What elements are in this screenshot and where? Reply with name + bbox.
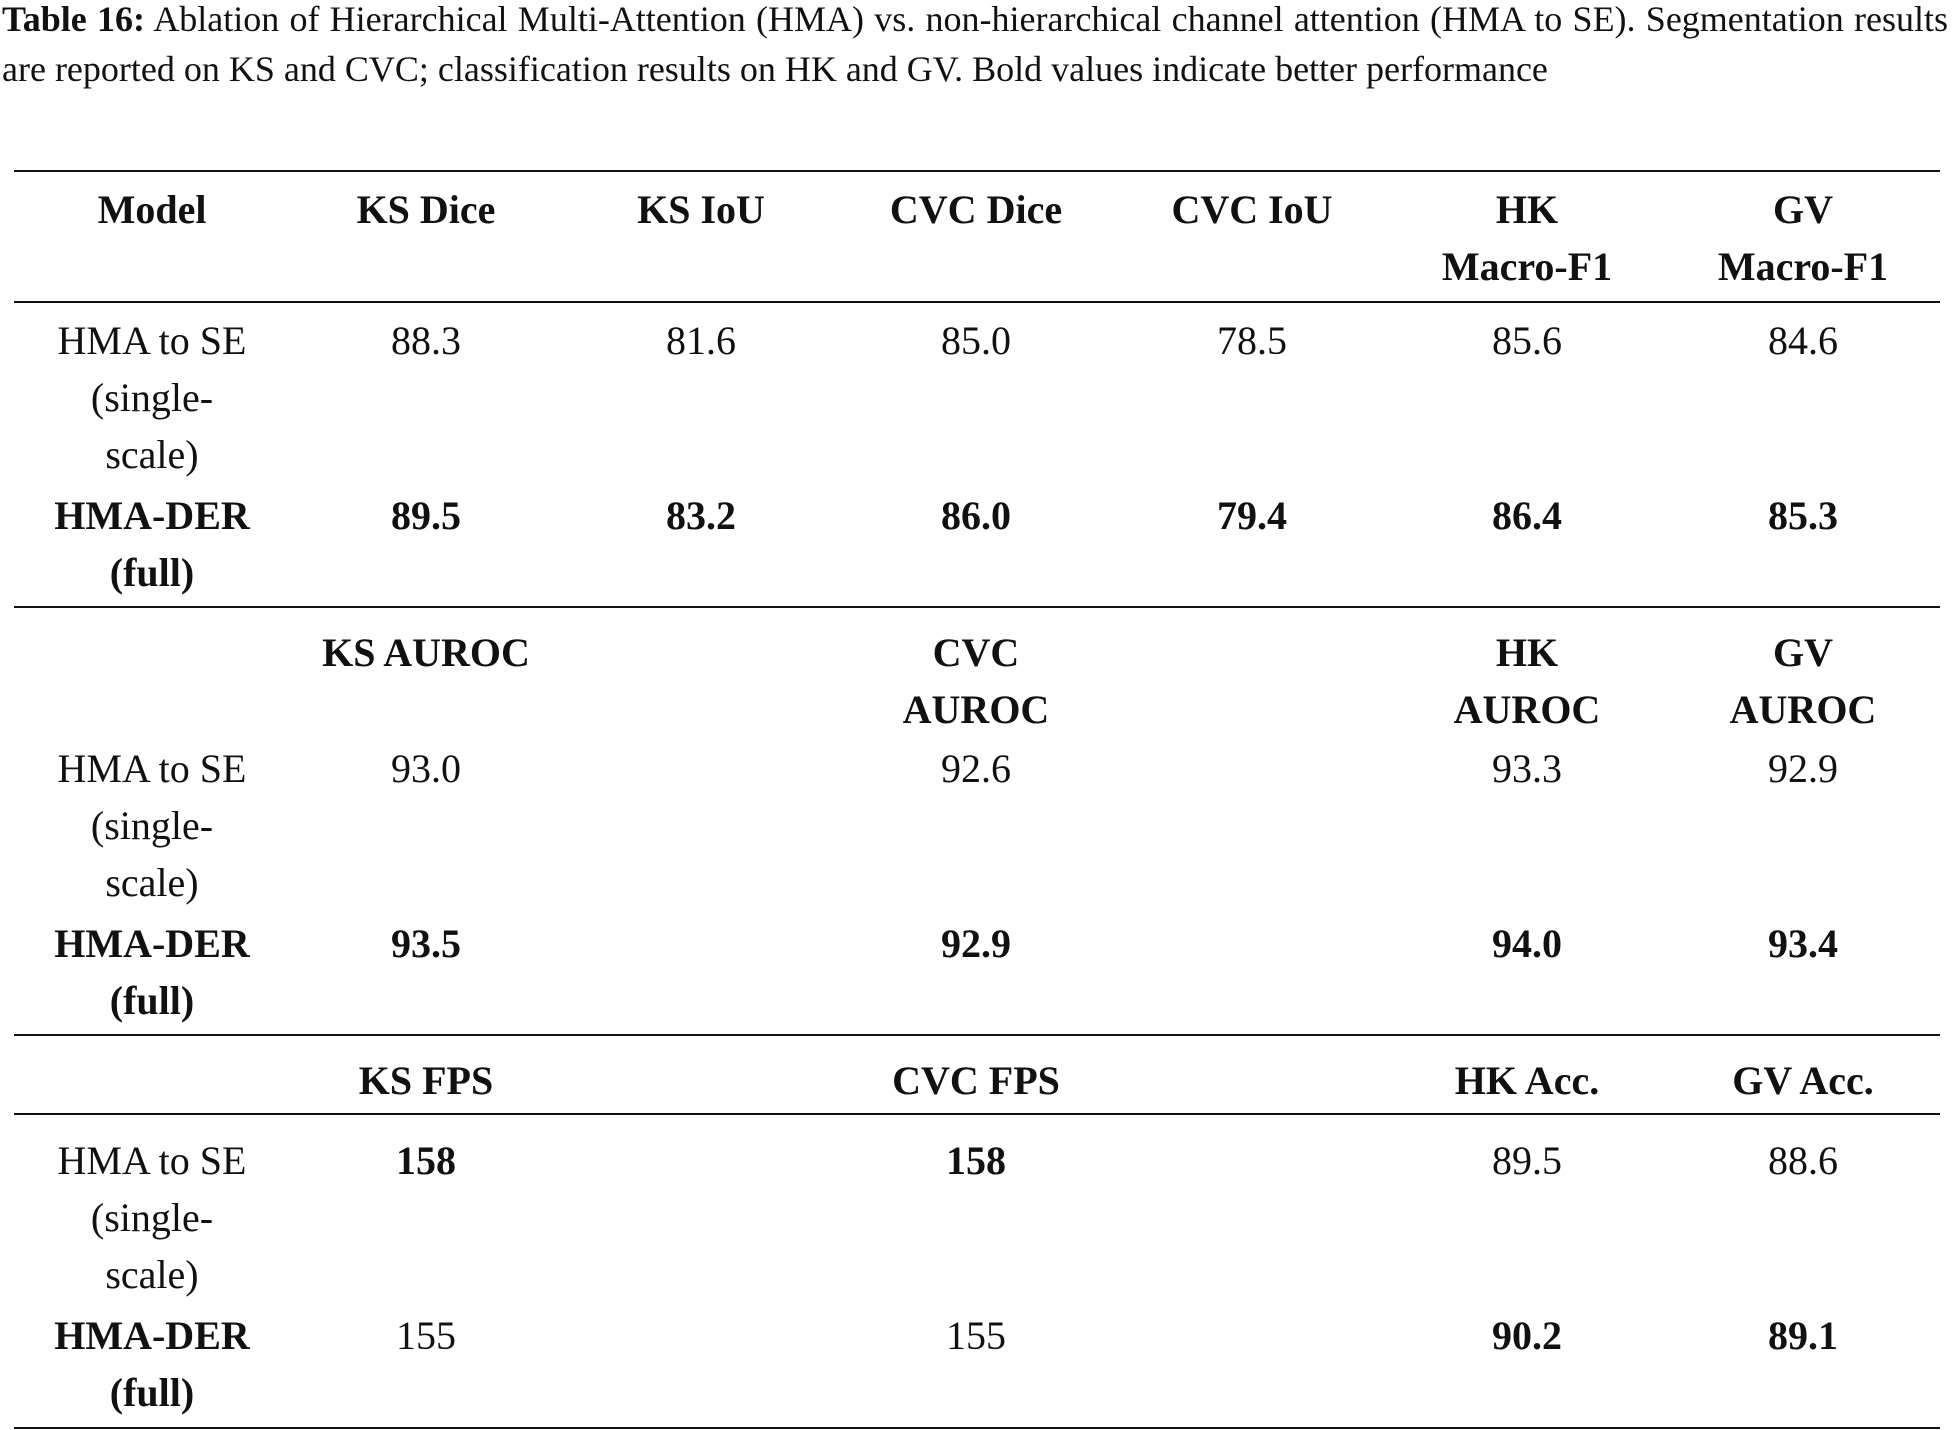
s2-der-ks-auroc: 93.5	[391, 921, 461, 966]
s1-der-hk-f1: 86.4	[1492, 493, 1562, 538]
row-label-line: HMA-DER	[54, 493, 250, 538]
header-model: Model	[97, 187, 207, 232]
row-label-hma-der-1	[12, 487, 292, 601]
s1-se-gv-f1: 84.6	[1768, 318, 1838, 363]
row-label-line: scale)	[105, 860, 199, 905]
header-gv-line1: GV	[1773, 187, 1833, 232]
row-label-line: HMA to SE	[57, 1138, 247, 1183]
section1-end-rule	[14, 606, 1940, 608]
row-label-line: (full)	[109, 1370, 195, 1415]
table-caption	[2, 0, 1948, 94]
header-gv-line2: Macro-F1	[1717, 244, 1889, 289]
header-line: AUROC	[902, 687, 1050, 732]
row-label-line: HMA-DER	[54, 1313, 250, 1358]
header-ks-fps: KS FPS	[358, 1058, 494, 1103]
row-label-hma-to-se-3	[12, 1132, 292, 1303]
s1-se-ks-iou: 81.6	[666, 318, 736, 363]
header-line: HK	[1495, 630, 1559, 675]
s2-der-gv-auroc: 93.4	[1768, 921, 1838, 966]
header-cvc-auroc	[836, 624, 1116, 738]
s3-se-cvc-fps: 158	[946, 1138, 1006, 1183]
row-label-line: HMA to SE	[57, 318, 247, 363]
s1-der-gv-f1: 85.3	[1768, 493, 1838, 538]
header-rule	[14, 301, 1940, 303]
header-cvc-dice: CVC Dice	[889, 187, 1063, 232]
s2-se-hk-auroc: 93.3	[1492, 746, 1562, 791]
row-label-line: HMA-DER	[54, 921, 250, 966]
s3-der-hk-acc: 90.2	[1492, 1313, 1562, 1358]
s3-der-ks-fps: 155	[396, 1313, 456, 1358]
header-line: GV	[1773, 630, 1833, 675]
s3-se-gv-acc: 88.6	[1768, 1138, 1838, 1183]
table-label: Table 16:	[2, 0, 145, 39]
s1-der-ks-dice: 89.5	[391, 493, 461, 538]
row-label-hma-to-se-2	[12, 740, 292, 911]
header-line: CVC	[932, 630, 1020, 675]
s2-se-cvc-auroc: 92.6	[941, 746, 1011, 791]
s1-se-hk-f1: 85.6	[1492, 318, 1562, 363]
section2-end-rule	[14, 1034, 1940, 1036]
s3-der-cvc-fps: 155	[946, 1313, 1006, 1358]
s1-se-ks-dice: 88.3	[391, 318, 461, 363]
header-cvc-fps: CVC FPS	[892, 1058, 1060, 1103]
header-line: AUROC	[1453, 687, 1601, 732]
row-label-line: (full)	[109, 978, 195, 1023]
bottom-rule	[14, 1427, 1940, 1429]
s3-se-ks-fps: 158	[396, 1138, 456, 1183]
section3-header-rule	[14, 1113, 1940, 1115]
header-cvc-iou: CVC IoU	[1171, 187, 1333, 232]
header-gv-macro-f1	[1663, 181, 1943, 295]
s1-der-cvc-dice: 86.0	[941, 493, 1011, 538]
header-hk-macro-f1	[1387, 181, 1667, 295]
header-hk-line1: HK	[1495, 187, 1559, 232]
s2-se-gv-auroc: 92.9	[1768, 746, 1838, 791]
s1-se-cvc-iou: 78.5	[1217, 318, 1287, 363]
row-label-line: scale)	[105, 432, 199, 477]
header-line: AUROC	[1729, 687, 1877, 732]
s2-der-hk-auroc: 94.0	[1492, 921, 1562, 966]
s1-der-cvc-iou: 79.4	[1217, 493, 1287, 538]
s1-der-ks-iou: 83.2	[666, 493, 736, 538]
row-label-line: (single-	[90, 375, 214, 420]
top-rule	[14, 170, 1940, 172]
row-label-line: (full)	[109, 550, 195, 595]
header-gv-acc: GV Acc.	[1732, 1058, 1874, 1103]
row-label-line: scale)	[105, 1252, 199, 1297]
s3-der-gv-acc: 89.1	[1768, 1313, 1838, 1358]
header-gv-auroc	[1663, 624, 1943, 738]
row-label-hma-to-se-1	[12, 312, 292, 483]
s1-se-cvc-dice: 85.0	[941, 318, 1011, 363]
row-label-line: (single-	[90, 1195, 214, 1240]
header-hk-auroc	[1387, 624, 1667, 738]
header-ks-dice: KS Dice	[356, 187, 496, 232]
caption-text: Ablation of Hierarchical Multi-Attention (HMA) vs. non-hierarchical channel attention (HMA to SE). Segmentation results are reported on KS and CVC; classification results on HK and GV. Bold values indicate better performance	[2, 0, 1948, 89]
header-ks-auroc: KS AUROC	[322, 630, 530, 675]
header-hk-line2: Macro-F1	[1441, 244, 1613, 289]
header-hk-acc: HK Acc.	[1454, 1058, 1600, 1103]
header-ks-iou: KS IoU	[637, 187, 765, 232]
row-label-line: HMA to SE	[57, 746, 247, 791]
s2-der-cvc-auroc: 92.9	[941, 921, 1011, 966]
row-label-hma-der-3	[12, 1307, 292, 1421]
s2-se-ks-auroc: 93.0	[391, 746, 461, 791]
row-label-line: (single-	[90, 803, 214, 848]
row-label-hma-der-2	[12, 915, 292, 1029]
s3-se-hk-acc: 89.5	[1492, 1138, 1562, 1183]
